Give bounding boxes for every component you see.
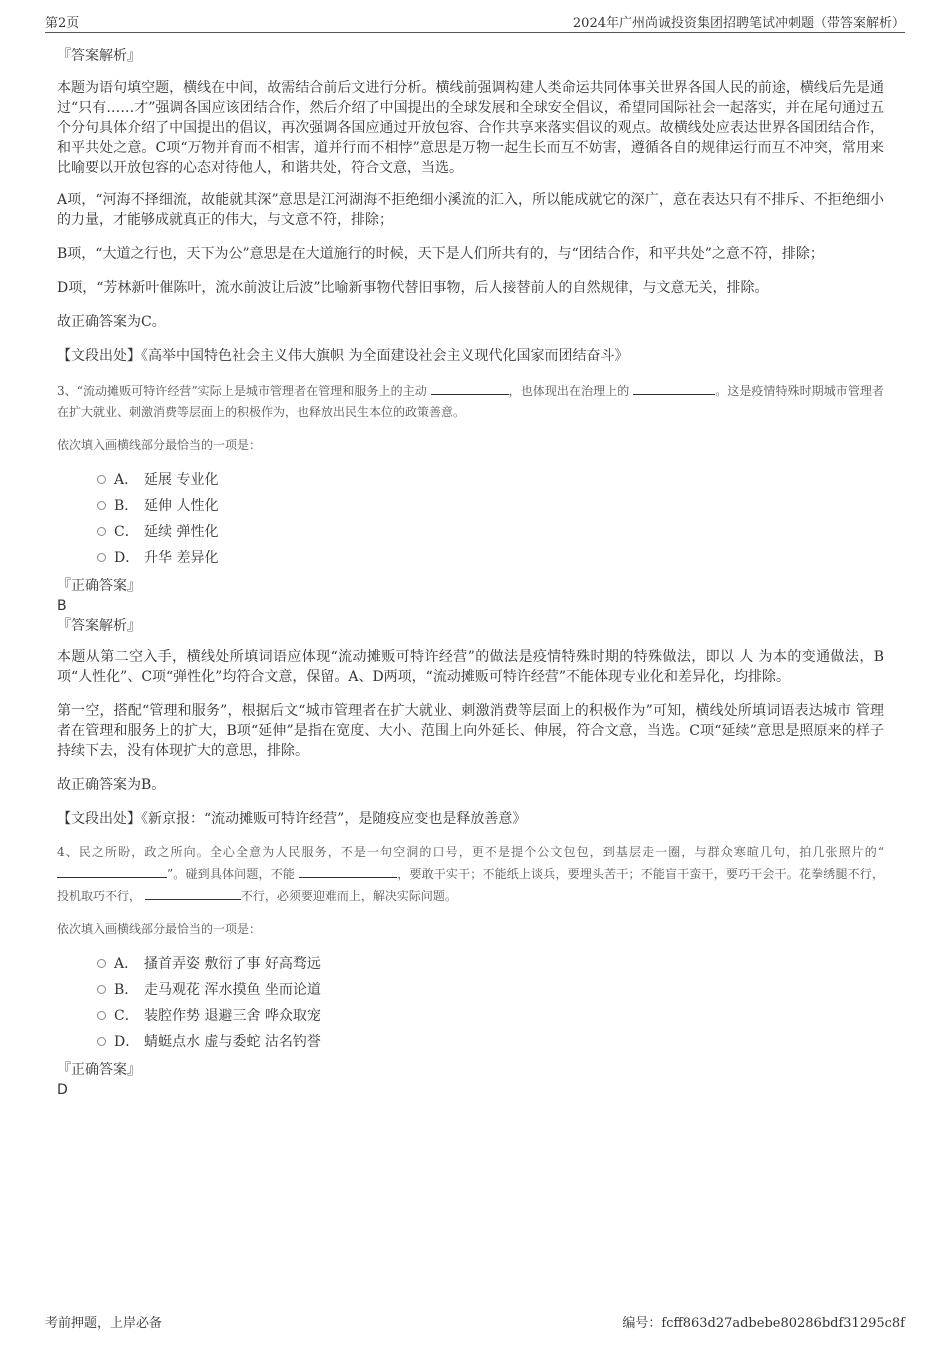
content [57,45,884,1099]
blank-line [145,885,241,900]
option-d[interactable]: D． 升华 差异化 [97,545,884,571]
analysis-label: 『答案解析』 [57,618,141,634]
option-c[interactable]: C． 延续 弹性化 [97,519,884,545]
source-citation: 【文段出处】《高举中国特色社会主义伟大旗帜 为全面建设社会主义现代化国家而团结奋斗》 [57,348,629,364]
answer-summary: 故正确答案为B。 [57,777,166,793]
option-b[interactable]: B． 走马观花 浑水摸鱼 坐而论道 [97,977,884,1003]
radio-icon[interactable] [97,527,106,536]
radio-icon[interactable] [97,1011,106,1020]
analysis-paragraph: D项，“芳林新叶催陈叶，流水前波让后波”比喻新事物代替旧事物，后人接替前人的自然规律，与文意无关，排除。 [57,280,769,296]
answer-summary: 故正确答案为C。 [57,314,166,330]
blank-line [299,863,397,878]
blank-line [431,380,509,395]
analysis-label: 『答案解析』 [57,48,141,64]
source-citation: 【文段出处】《新京报：“流动摊贩可特许经营”，是随疫应变也是释放善意》 [57,811,527,827]
radio-icon[interactable] [97,501,106,510]
option-a[interactable]: A． 延展 专业化 [97,467,884,493]
radio-icon[interactable] [97,959,106,968]
option-a[interactable]: A． 搔首弄姿 敷衍了事 好高骛远 [97,951,884,977]
document-code: 编号：fcff863d27adbebe80286bdf31295c8f [622,1316,905,1331]
document-title: 2024年广州尚诚投资集团招聘笔试冲刺题（带答案解析） [572,16,905,31]
correct-answer-label: 『正确答案』 [57,578,141,594]
question-3-stem: 3、“流动摊贩可特许经营”实际上是城市管理者在管理和服务上的主动 ，也体现出在治理上的 。这是疫情特殊时期城市管理者在扩大就业、刺激消费等层面上的积极作为，也释放出民生本位的政策善意。 [57,380,884,423]
analysis-paragraph: 本题为语句填空题，横线在中间，故需结合前后文进行分析。横线前强调构建人类命运共同体事关世界各国人民的前途，横线后先是通过“只有……才”强调各国应该团结合作，然后介绍了中国提出的全球发展和全球安全倡议，希望同国际社会一起落实，并在尾句通过五个分句具体介绍了中国提出的倡议，再次强调各国应通过开放包容、合作共享来落实倡议的观点。故横线处应表达世界各国团结合作，和平共处之意。C项“万物并育而不相害，道并行而不相悖”意思是万物一起生长而互不妨害，遵循各自的规律运行而互不冲突，常用来比喻要以开放包容的心态对待他人，和谐共处，符合文意，当选。 [57,80,884,176]
analysis-paragraph: A项，“河海不择细流，故能就其深”意思是江河湖海不拒绝细小溪流的汇入，所以能成就它的深广，意在表达只有不排斥、不拒绝细小的力量，才能够成就真正的伟大，与文意不符，排除； [57,192,884,228]
analysis-paragraph: B项，“大道之行也，天下为公”意思是在大道施行的时候，天下是人们所共有的，与“团结合作，和平共处”之意不符，排除； [57,246,824,262]
correct-answer-label: 『正确答案』 [57,1062,141,1078]
question-4-options [97,951,884,1055]
footer-slogan: 考前押题，上岸必备 [45,1316,163,1331]
correct-answer: D [57,1082,68,1098]
radio-icon[interactable] [97,985,106,994]
page-number: 第2页 [45,16,80,31]
analysis-paragraph: 第一空，搭配“管理和服务”，根据后文“城市管理者在扩大就业、刺激消费等层面上的积极作为”可知，横线处所填词语表达城市 管理者在管理和服务上的扩大，B项“延伸”是指在宽度、大小、范围上向外延长、伸展，符合文意，当选。C项“延续”意思是照原来的样子持续下去，没有体现扩大的意思，排除。 [57,703,884,759]
option-d[interactable]: D． 蜻蜓点水 虚与委蛇 沽名钓誉 [97,1029,884,1055]
radio-icon[interactable] [97,553,106,562]
page-header [45,10,905,33]
option-c[interactable]: C． 装腔作势 退避三舍 哗众取宠 [97,1003,884,1029]
question-4-stem: 4、民之所盼，政之所向。全心全意为人民服务，不是一句空洞的口号，更不是提个公文包包，到基层走一圈，与群众寒暄几句，拍几张照片的“”。碰到具体问题，不能 ，要敢干实干；不能纸上谈兵，要埋头苦干；不能盲干蛮干，要巧干会干。花拳绣腿不行，投机取巧不行， 不行，必须要迎难而上，解决实际问题。 [57,845,884,903]
question-3-prompt: 依次填入画横线部分最恰当的一项是： [57,438,262,452]
option-b[interactable]: B． 延伸 人性化 [97,493,884,519]
question-3-options [97,467,884,571]
analysis-paragraph: 本题从第二空入手，横线处所填词语应体现“流动摊贩可特许经营”的做法是疫情特殊时期的特殊做法，即以 人 为本的变通做法，B项“人性化”、C项“弹性化”均符合文意，保留。A、D两项，“流动摊贩可特许经营”不能体现专业化和差异化，均排除。 [57,649,884,685]
radio-icon[interactable] [97,475,106,484]
radio-icon[interactable] [97,1037,106,1046]
blank-line [57,863,167,878]
blank-line [633,380,715,395]
question-4-prompt: 依次填入画横线部分最恰当的一项是： [57,922,262,936]
correct-answer: B [57,598,67,614]
